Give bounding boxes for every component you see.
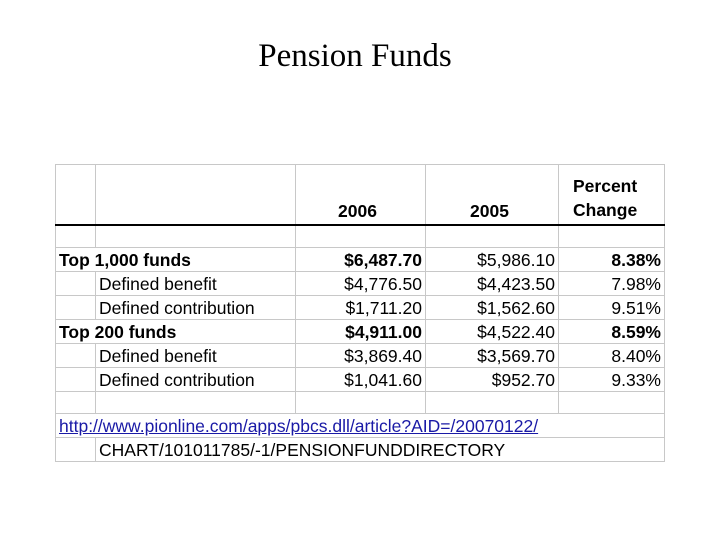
source-link[interactable]: http://www.pionline.com/apps/pbcs.dll/article?AID=/20070122/ [59,415,539,436]
row-label: Defined benefit [96,344,296,368]
row-label: Top 1,000 funds [56,248,296,272]
table-row [56,296,665,320]
source-row-continued [56,438,665,462]
row-value-2006: $1,711.20 [296,296,426,320]
header-2005: 2005 [426,165,559,226]
table-row [56,368,665,392]
table-row [56,344,665,368]
table-row [56,272,665,296]
header-label-a [56,165,96,226]
row-value-2006: $3,869.40 [296,344,426,368]
row-label: Defined contribution [96,368,296,392]
row-value-2005: $4,522.40 [426,320,559,344]
pension-funds-table [55,164,665,462]
row-value-2005: $952.70 [426,368,559,392]
row-value-2005: $4,423.50 [426,272,559,296]
row-value-2005: $5,986.10 [426,248,559,272]
row-value-2005: $1,562.60 [426,296,559,320]
row-blank-cell [56,272,96,296]
row-percent-change: 9.51% [559,296,665,320]
row-blank-cell [56,368,96,392]
spacer-row [56,225,665,248]
row-label: Top 200 funds [56,320,296,344]
spacer-row [56,392,665,414]
row-value-2006: $6,487.70 [296,248,426,272]
header-percent-line2: Change [573,200,638,220]
row-label: Defined contribution [96,296,296,320]
row-percent-change: 8.38% [559,248,665,272]
row-value-2006: $4,911.00 [296,320,426,344]
row-percent-change: 8.59% [559,320,665,344]
row-value-2006: $1,041.60 [296,368,426,392]
row-percent-change: 8.40% [559,344,665,368]
header-label-b [96,165,296,226]
row-percent-change: 7.98% [559,272,665,296]
row-label: Defined benefit [96,272,296,296]
row-blank-cell [56,344,96,368]
source-row [56,414,665,438]
header-2006: 2006 [296,165,426,226]
source-link-continued: CHART/101011785/-1/PENSIONFUNDDIRECTORY [96,438,665,462]
row-value-2005: $3,569.70 [426,344,559,368]
table-row [56,320,665,344]
slide-title: Pension Funds [258,38,452,74]
header-percent-line1: Percent [573,176,638,196]
table-row [56,248,665,272]
header-row [56,165,665,226]
header-percent-change [559,165,665,226]
row-value-2006: $4,776.50 [296,272,426,296]
row-percent-change: 9.33% [559,368,665,392]
row-blank-cell [56,296,96,320]
